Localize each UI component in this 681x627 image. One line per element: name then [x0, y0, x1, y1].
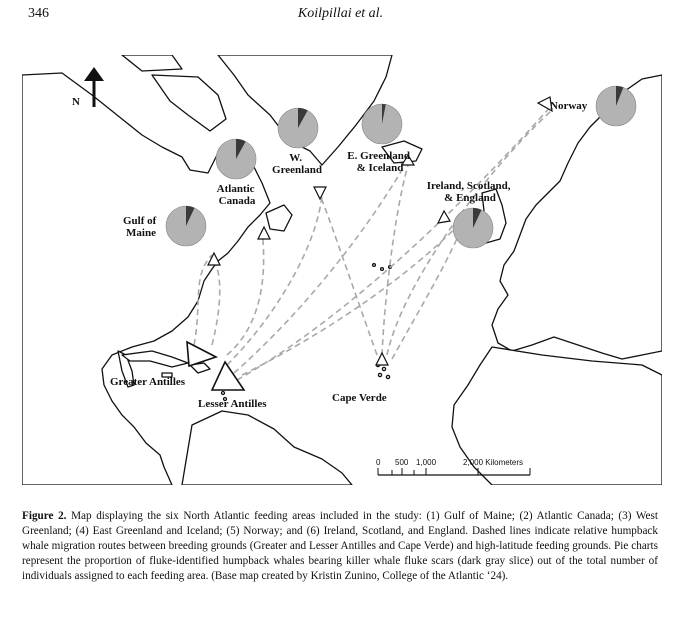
lesser-antilles-breeding-triangle [212, 362, 244, 390]
label-lesser-antilles: Lesser Antilles [198, 398, 267, 410]
pie-gulf-of-maine [166, 206, 206, 246]
pie-ireland-scotland-england [453, 208, 493, 248]
scale-tick-500: 500 [395, 458, 409, 467]
label-norway: Norway [550, 100, 588, 112]
baffin-island [152, 75, 226, 131]
caption-text: Map displaying the six North Atlantic feeding areas included in the study: (1) Gulf of Maine; (2) Atlantic Canada; (3) West Greenland; (4) East Greenland and Iceland; (5) Norway; and (6) Ireland, Scotland, and England. Dashed lines indicate relative humpback whale migration routes between breeding grounds (Greater and Lesser Antilles and Cape Verde) and high-latitude feeding grounds. Pie charts represent the proportion of fluke-identified humpback whales bearing killer whale fluke scars (dark gray slice) out of the total number of individuals assigned to each feeding area. (Base map created by Kristin Zunino, College of the Atlantic ‘24). [22, 510, 658, 582]
label-cape-verde: Cape Verde [332, 392, 387, 404]
cuba-island [122, 351, 188, 367]
newfoundland-island [266, 205, 292, 231]
running-head: Koilpillai et al. [297, 6, 384, 21]
caption-label: Figure 2. [22, 510, 67, 522]
label-gulf-of-maine: Gulf of Maine [122, 215, 157, 239]
scale-tick-1000: 1,000 [416, 458, 437, 467]
migration-map [22, 55, 662, 485]
pie-atlantic-canada [216, 139, 256, 179]
north-label: N [72, 96, 80, 108]
pie-norway [596, 86, 636, 126]
south-america-landmass [182, 411, 352, 485]
label-greater-antilles: Greater Antilles [110, 376, 186, 388]
scale-tick-2000: 2,000 Kilometers [463, 458, 524, 467]
pie-e-greenland-iceland [362, 104, 402, 144]
figure-caption [22, 509, 658, 584]
arctic-island [122, 55, 182, 71]
cape-verde-islands [376, 363, 389, 378]
greater-antilles-breeding-triangle [187, 342, 216, 366]
page-number: 346 [28, 6, 49, 21]
scale-tick-0: 0 [376, 458, 381, 467]
label-ireland-scotland-england: Ireland, Scotland, & England [426, 180, 511, 204]
label-w-greenland: W. Greenland [272, 152, 322, 176]
label-e-greenland-iceland: E. Greenland & Iceland [347, 150, 411, 174]
pie-w-greenland [278, 108, 318, 148]
label-atlantic-canada: Atlantic Canada [216, 183, 256, 207]
europe-landmass [492, 75, 662, 359]
